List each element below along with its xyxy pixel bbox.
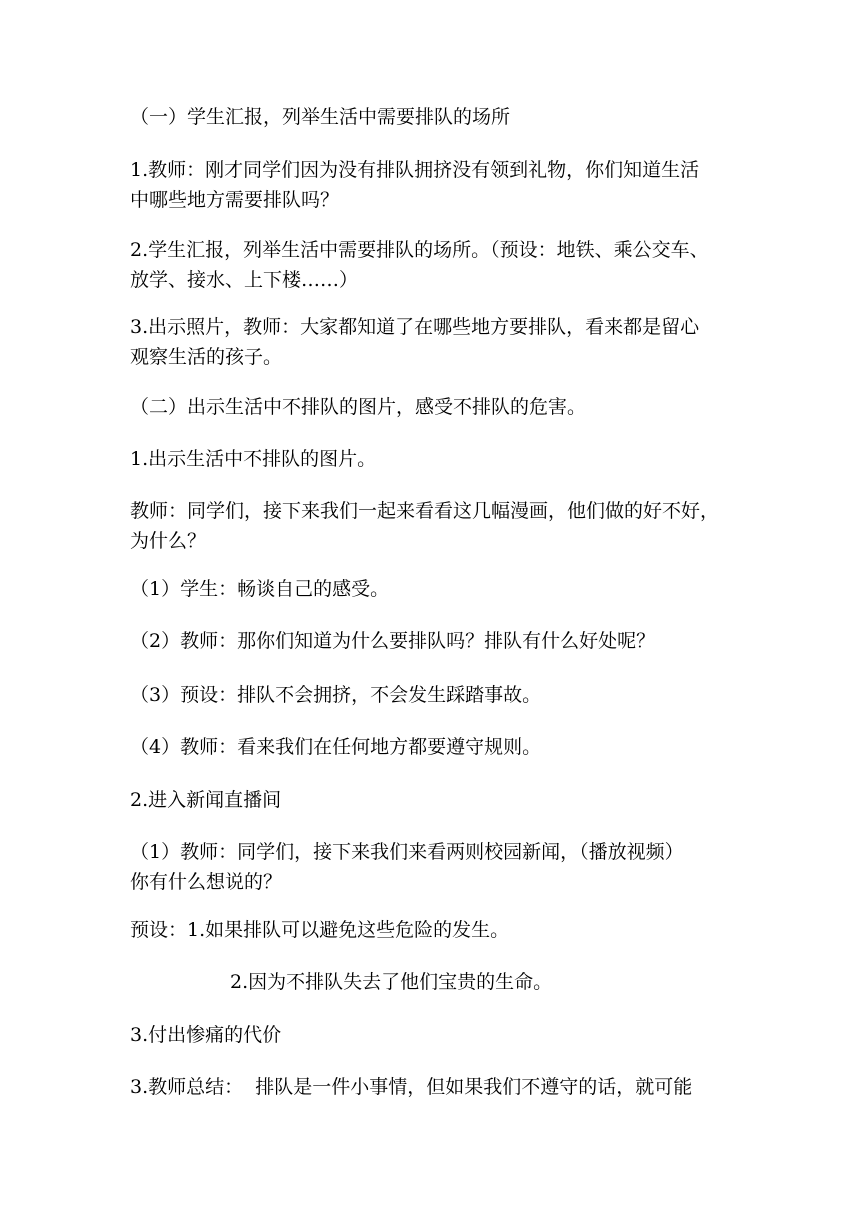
paragraph-13: [230, 967, 832, 997]
text-line: 预设：1.如果排队可以避免这些危险的发生。: [130, 919, 510, 941]
text-line: （1）学生：畅谈自己的感受。: [130, 578, 390, 600]
text-line: 放学、接水、上下楼……）: [130, 269, 359, 291]
paragraph-10: [130, 785, 732, 815]
paragraph-14: [130, 1020, 732, 1050]
paragraph-11: [130, 837, 732, 897]
paragraph-1: [130, 155, 732, 215]
paragraph-3: [130, 312, 732, 372]
text-line: 3.教师总结： 排队是一件小事情，但如果我们不遵守的话，就可能: [130, 1076, 693, 1098]
text-line: 2.学生汇报，列举生活中需要排队的场所。（预设：地铁、乘公交车、: [130, 239, 709, 261]
paragraph-8: [130, 680, 732, 710]
section-heading-2: [130, 392, 732, 422]
text-line: 中哪些地方需要排队吗？: [130, 189, 340, 211]
paragraph-7: [130, 626, 732, 656]
text-line: （3）预设：排队不会拥挤，不会发生踩踏事故。: [130, 684, 542, 706]
text-line: 1.教师：刚才同学们因为没有排队拥挤没有领到礼物，你们知道生活: [130, 159, 700, 181]
text-line: （二）出示生活中不排队的图片，感受不排队的危害。: [130, 396, 587, 418]
paragraph-2: [130, 235, 732, 295]
text-line: （2）教师：那你们知道为什么要排队吗？排队有什么好处呢？: [130, 630, 656, 652]
paragraph-5: [130, 496, 732, 556]
text-line: （一）学生汇报，列举生活中需要排队的场所: [130, 106, 511, 128]
text-line: 为什么？: [130, 530, 207, 552]
paragraph-9: [130, 732, 732, 762]
text-line: 你有什么想说的？: [130, 871, 283, 893]
text-line: 教师：同学们，接下来我们一起来看看这几幅漫画，他们做的好不好，: [130, 500, 720, 522]
paragraph-6: [130, 574, 732, 604]
text-line: 2.因为不排队失去了他们宝贵的生命。: [230, 971, 553, 993]
text-line: 3.付出惨痛的代价: [130, 1024, 282, 1046]
text-line: （4）教师：看来我们在任何地方都要遵守规则。: [130, 736, 542, 758]
paragraph-4: [130, 444, 732, 474]
section-heading-1: [130, 102, 732, 132]
text-line: 3.出示照片，教师：大家都知道了在哪些地方要排队，看来都是留心: [130, 316, 700, 338]
paragraph-15: [130, 1072, 732, 1102]
text-line: 1.出示生活中不排队的图片。: [130, 448, 377, 470]
paragraph-12: [130, 915, 732, 945]
text-line: 2.进入新闻直播间: [130, 789, 282, 811]
text-line: 观察生活的孩子。: [130, 346, 283, 368]
text-line: （1）教师：同学们，接下来我们来看两则校园新闻，（播放视频）: [130, 841, 684, 863]
